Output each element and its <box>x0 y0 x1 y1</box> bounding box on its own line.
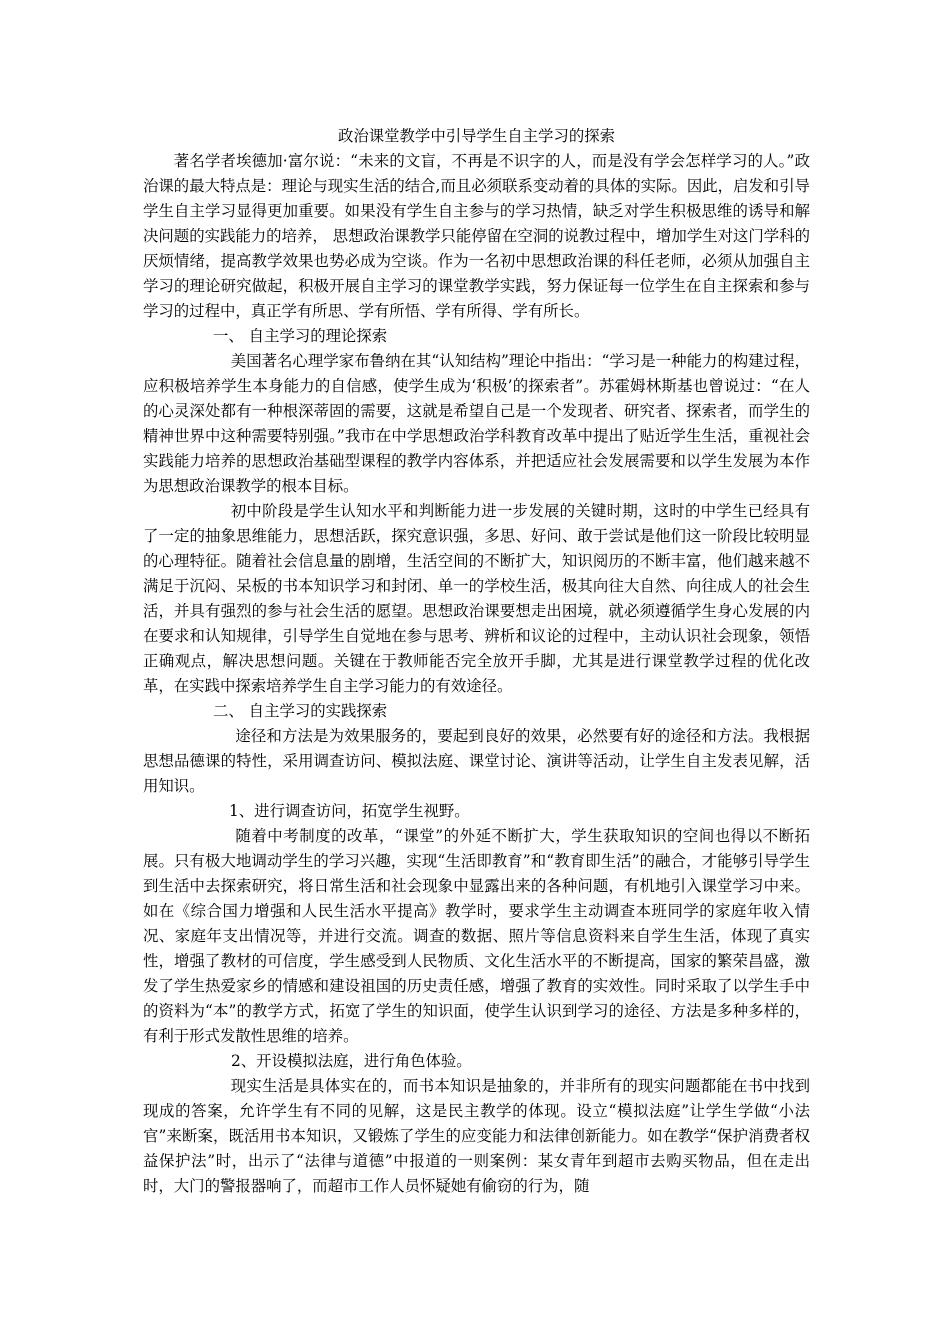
subsection2-heading: 2、开设模拟法庭，进行角色体验。 <box>231 1052 472 1070</box>
document-title: 政治课堂教学中引导学生自主学习的探索 <box>337 127 616 145</box>
subsection1-heading: 1、进行调查访问，拓宽学生视野。 <box>229 802 470 820</box>
section2-heading: 二、 自主学习的实践探索 <box>213 702 388 720</box>
section1-paragraph-1: 美国著名心理学家布鲁纳在其“认知结构”理论中指出：“学习是一种能力的构建过程，应积极培养学生本身能力的自信感，使学生成为‘积极’的探索者”。苏霍姆林斯基也曾说过：“在人的心灵深处都有一种根深蒂固的需要，这就是希望自己是一个发现者、研究者、探索者，而学生的精神世界中这种需要特别强。”我市在中学思想政治学科教育改革中提出了贴近学生生活，重视社会实践能力培养的思想政治基础型课程的教学内容体系，并把适应社会发展需要和以学生发展为本作为思想政治课教学的根本目标。 <box>143 352 810 495</box>
section1-paragraph-2: 初中阶段是学生认知水平和判断能力进一步发展的关键时期，这时的中学生已经具有了一定的抽象思维能力，思想活跃，探究意识强，多思、好问、敢于尝试是他们这一阶段比较明显的心理特征。随着社会信息量的剧增，生活空间的不断扩大，知识阅历的不断丰富，他们越来越不满足于沉闷、呆板的书本知识学习和封闭、单一的学校生活，极其向往大自然、向往成人的社会生活，并具有强烈的参与社会生活的愿望。思想政治课要想走出困境，就必须遵循学生身心发展的内在要求和认知规律，引导学生自觉地在参与思考、辨析和议论的过程中，主动认识社会现象，领悟正确观点，解决思想问题。关键在于教师能否完全放开手脚，尤其是进行课堂教学过程的优化改革，在实践中探索培养学生自主学习能力的有效途径。 <box>143 502 810 695</box>
intro-paragraph: 著名学者埃德加·富尔说：“未来的文盲，不再是不识字的人，而是没有学会怎样学习的人。”政治课的最大特点是：理论与现实生活的结合,而且必须联系变动着的具体的实际。因此，启发和引导学生自主学习显得更加重要。如果没有学生自主参与的学习热情，缺乏对学生积极思维的诱导和解决问题的实践能力的培养， 思想政治课教学只能停留在空洞的说教过程中，增加学生对这门学科的厌烦情绪，提高教学效果也势必成为空谈。作为一名初中思想政治课的科任老师，必须从加强自主学习的理论研究做起，积极开展自主学习的课堂教学实践，努力保证每一位学生在自主探索和参与学习的过程中，真正学有所思、学有所悟、学有所得、学有所长。 <box>143 152 810 320</box>
subsection2-paragraph: 现实生活是具体实在的，而书本知识是抽象的，并非所有的现实问题都能在书中找到现成的答案，允许学生有不同的见解，这是民主教学的体现。设立“模拟法庭”让学生学做“小法官”来断案，既活用书本知识，又锻炼了学生的应变能力和法律创新能力。如在教学“保护消费者权益保护法”时，出示了“法律与道德”中报道的一则案例：某女青年到超市去购买物品，但在走出时，大门的警报器响了，而超市工作人员怀疑她有偷窃的行为，随 <box>143 1077 810 1195</box>
section2-paragraph-1: 途径和方法是为效果服务的，要起到良好的效果，必然要有好的途径和方法。我根据思想品德课的特性，采用调查访问、模拟法庭、课堂讨论、演讲等活动，让学生自主发表见解，活用知识。 <box>143 727 810 795</box>
section1-heading: 一、 自主学习的理论探索 <box>213 327 388 345</box>
subsection1-paragraph: 随着中考制度的改革，“课堂”的外延不断扩大，学生获取知识的空间也得以不断拓展。只有极大地调动学生的学习兴趣，实现“生活即教育”和“教育即生活”的融合，才能够引导学生到生活中去探索研究，将日常生活和社会现象中显露出来的各种问题，有机地引入课堂学习中来。如在《综合国力增强和人民生活水平提高》教学时，要求学生主动调查本班同学的家庭年收入情况、家庭年支出情况等，并进行交流。调查的数据、照片等信息资料来自学生生活，体现了真实性，增强了教材的可信度，学生感受到人民物质、文化生活水平的不断提高，国家的繁荣昌盛，激发了学生热爱家乡的情感和建设祖国的历史责任感，增强了教育的实效性。同时采取了以学生手中的资料为“本”的教学方式，拓宽了学生的知识面，使学生认识到学习的途径、方法是多种多样的，有利于形式发散性思维的培养。 <box>143 827 810 1045</box>
document-page <box>143 124 810 1199</box>
